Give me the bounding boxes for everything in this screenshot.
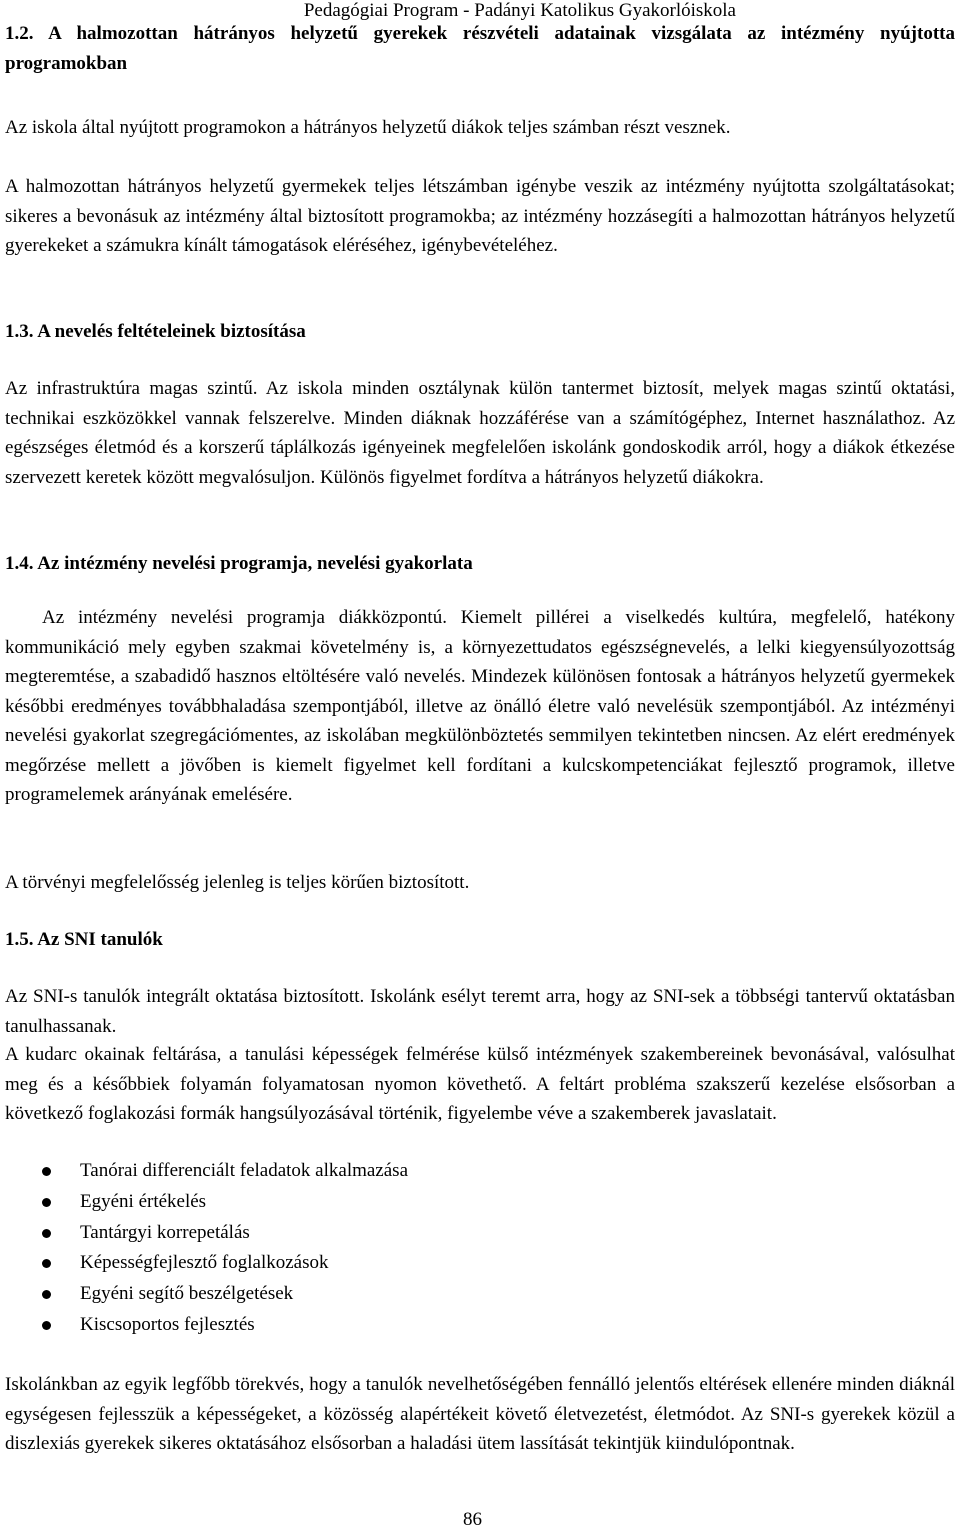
- running-header: Pedagógiai Program - Padányi Katolikus Gyakorlóiskola: [303, 0, 736, 21]
- list-item: Képességfejlesztő foglalkozások: [5, 1248, 408, 1279]
- section-1-5-paragraph-3: Iskolánkban az egyik legfőbb törekvés, hogy a tanulók nevelhetőségében fennálló jelentős eltérések ellenére minden diáknál egységesen fejlesszük a képességeket, a közösség alapértékeit követő életvezetést, életmódot. Az SNI-s gyerekek közül a diszlexiás gyerekek sikeres oktatásához elsősorban a haladási ütem lassítását tekintjük kiindulópontnak.: [5, 1374, 955, 1454]
- list-item: Kiscsoportos fejlesztés: [5, 1310, 408, 1341]
- section-1-5-paragraph-2: A kudarc okainak feltárása, a tanulási képességek felmérése külső intézmények szakembereinek bevonásával, valósulhat meg és a későbbiek folyamán folyamatosan nyomon követhető. A feltárt probléma szakszerű kezelése elsősorban a következő foglakozási formák hangsúlyozásával történik, figyelembe véve a szakemberek javaslatait.: [5, 1044, 955, 1124]
- page-number: 86: [463, 1509, 482, 1530]
- section-1-4-paragraph-1: Az intézmény nevelési programja diákközpontú. Kiemelt pillérei a viselkedés kultúra, megfelelő, hatékony kommunikáció mely egyben szakmai követelmény is, a környezettudatos egészségnevelés, a lelki kiegyensúlyozottság megteremtése, a szabadidő hasznos eltöltésére való nevelés. Mindezek különösen fontosak a hátrányos helyzetű gyermekek későbbi eredményes továbbhaladása szempontjából, illetve az önálló életre való nevelésük szempontjából. Az intézményi nevelési gyakorlat szegregációmentes, az iskolában megkülönböztetés semmilyen tekintetben nincsen. Az elért eredmények megőrzése mellett a jövőben is kiemelt figyelmet kell fordítani a kulcskompetenciákat fejlesztő programok, illetve programelemek arányának emelésére.: [5, 607, 955, 805]
- section-1-3-title: 1.3. A nevelés feltételeinek biztosítása: [5, 321, 306, 342]
- list-item: Tantárgyi korrepetálás: [5, 1218, 408, 1249]
- list-item: Egyéni segítő beszélgetések: [5, 1279, 408, 1310]
- section-1-2-paragraph-2: A halmozottan hátrányos helyzetű gyermekek teljes létszámban igénybe veszik az intézmény nyújtotta szolgáltatásokat; sikeres a bevonásuk az intézmény által biztosított programokba; az intézmény hozzásegíti a halmozottan hátrányos helyzetű gyerekeket a számukra kínált támogatások eléréséhez, igénybevételéhez.: [5, 176, 955, 256]
- section-1-5-title: 1.5. Az SNI tanulók: [5, 929, 163, 950]
- section-1-2-title: 1.2. A halmozottan hátrányos helyzetű gyerekek részvételi adatainak vizsgálata az intézmény nyújtotta programokban: [5, 23, 955, 74]
- section-1-2-paragraph-1: Az iskola által nyújtott programokon a hátrányos helyzetű diákok teljes számban részt vesznek.: [5, 117, 731, 138]
- list-item: Egyéni értékelés: [5, 1187, 408, 1218]
- section-1-4-title: 1.4. Az intézmény nevelési programja, nevelési gyakorlata: [5, 553, 473, 574]
- section-1-3-paragraph-1: Az infrastruktúra magas szintű. Az iskola minden osztálynak külön tantermet biztosít, melyek magas szintű oktatási, technikai eszközökkel vannak felszerelve. Minden diáknak hozzáférése van a számítógéphez, Internet használathoz. Az egészséges életmód és a korszerű táplálkozás igényeinek megfelelően iskolánk gondoskodik arról, hogy a diákok étkezése szervezett keretek között megvalósuljon. Különös figyelmet fordítva a hátrányos helyzetű diákokra.: [5, 378, 955, 488]
- section-1-4-paragraph-2: A törvényi megfelelősség jelenleg is teljes körűen biztosított.: [5, 872, 470, 893]
- list-item: Tanórai differenciált feladatok alkalmazása: [5, 1156, 408, 1187]
- section-1-5-paragraph-1: Az SNI-s tanulók integrált oktatása biztosított. Iskolánk esélyt teremt arra, hogy az SNI-sek a többségi tantervű oktatásban tanulhassanak.: [5, 986, 955, 1037]
- sni-support-list: [5, 1156, 408, 1341]
